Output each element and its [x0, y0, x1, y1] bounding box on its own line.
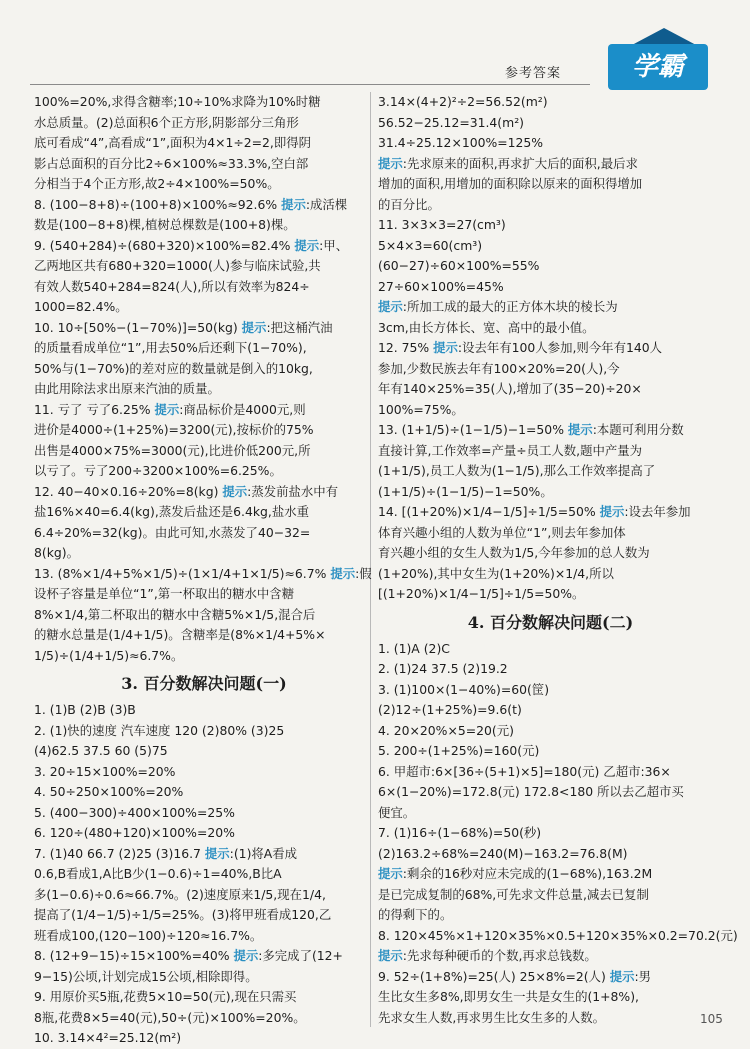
answer-line: 12. 75% 提示:设去年有100人参加,则今年有140人	[378, 340, 663, 355]
answer-line: 6. 甲超市:6×[36÷(5+1)×5]=180(元) 乙超市:36×	[378, 763, 671, 779]
right-column	[378, 92, 738, 1028]
answer-line: 的百分比。	[378, 196, 440, 212]
answer-line: 10. 10÷[50%−(1−70%)]=50(kg) 提示:把这桶汽油	[34, 319, 333, 335]
answer-line: 提示:先求原来的面积,再求扩大后的面积,最后求	[378, 155, 638, 171]
answer-line: 乙两地区共有680+320=1000(人)参与临床试验,共	[34, 258, 321, 273]
answer-line: (4)62.5 37.5 60 (5)75	[34, 743, 168, 758]
answer-line: 直接计算,工作效率=产量÷员工人数,题中产量为	[378, 442, 643, 458]
answer-line: 6.4÷20%=32(kg)。由此可知,水蒸发了40−32=	[34, 524, 311, 540]
hint-label: 提示	[433, 340, 458, 355]
answer-line: 1. (1)B (2)B (3)B	[34, 702, 136, 717]
left-column	[34, 92, 374, 1049]
answer-line: 8. 120×45%×1+120×35%×0.5+120×35%×0.2=70.2(元)	[378, 927, 738, 943]
hint-label: 提示	[154, 401, 180, 417]
answer-line: 是已完成复制的68%,可先求文件总量,减去已复制	[378, 886, 649, 902]
answer-line: 5×4×3=60(cm³)	[378, 237, 483, 253]
header-rule	[30, 84, 590, 85]
answer-line: 5. (400−300)÷400×100%=25%	[34, 804, 235, 820]
left-section-answers	[34, 700, 374, 1049]
answer-line: 2. (1)快的速度 汽车速度 120 (2)80% (3)25	[34, 722, 285, 738]
answer-line: 31.4÷25.12×100%=125%	[378, 135, 544, 150]
answer-line: (2)12÷(1+25%)=9.6(t)	[378, 702, 522, 717]
hint-label: 提示	[609, 968, 635, 984]
graduation-cap-icon	[630, 18, 698, 46]
answer-line: 水总质量。(2)总面积6个正方形,阴影部分三角形	[34, 114, 299, 130]
answer-line: 56.52−25.12=31.4(m²)	[378, 114, 525, 130]
answer-line: 1. (1)A (2)C	[378, 640, 450, 656]
answer-line: 10. 3.14×4²=25.12(m²)	[34, 1030, 182, 1045]
hint-label: 提示	[378, 299, 403, 314]
answer-line: [(1+20%)×1/4−1/5]÷1/5=50%。	[378, 586, 585, 601]
answer-line: 2. (1)24 37.5 (2)19.2	[378, 661, 508, 676]
answer-line: 出售是4000×75%=3000(元),比进价低200元,所	[34, 442, 311, 458]
answer-line: (1+1/5),员工人数为(1−1/5),那么工作效率提高了	[378, 463, 656, 478]
hint-label: 提示	[281, 196, 306, 212]
answer-line: 生比女生多8%,即男女生一共是女生的(1+8%),	[378, 989, 639, 1004]
answer-line: 增加的面积,用增加的面积除以原来的面积得增加	[378, 176, 643, 191]
header-title: 参考答案	[505, 66, 562, 81]
answer-line: 提高了(1/4−1/5)÷1/5=25%。(3)将甲班看成120,乙	[34, 907, 332, 922]
answer-line: 1/5)÷(1/4+1/5)≈6.7%。	[34, 647, 184, 663]
answer-line: 参加,少数民族去年有100×20%=20(人),今	[378, 360, 620, 376]
answer-line: 7. (1)16÷(1−68%)=50(秒)	[378, 825, 542, 840]
answer-line: 6×(1−20%)=172.8(元) 172.8<180 所以去乙超市买	[378, 784, 684, 799]
answer-line: 13. (8%×1/4+5%×1/5)÷(1×1/4+1×1/5)≈6.7% 提示:假	[34, 565, 372, 581]
hint-label: 提示	[330, 565, 356, 581]
answer-line: 100%=20%,求得含糖率;10÷10%求降为10%时糖	[34, 94, 321, 109]
hint-label: 提示	[567, 422, 593, 437]
answer-line: 9. (540+284)÷(680+320)×100%=82.4% 提示:甲、	[34, 237, 349, 253]
hint-label: 提示	[241, 319, 267, 335]
page-header	[0, 0, 750, 92]
answer-line: 100%=75%。	[378, 401, 464, 417]
answer-line: 便宜。	[378, 804, 416, 820]
answer-line: 数是(100−8+8)棵,植树总棵数是(100+8)棵。	[34, 217, 296, 232]
hint-label: 提示	[233, 948, 259, 963]
answer-line: 0.6,B看成1,A比B少(1−0.6)÷1=40%,B比A	[34, 866, 282, 881]
answer-line: 多(1−0.6)÷0.6≈66.7%。(2)速度原来1/5,现在1/4,	[34, 886, 326, 902]
answer-line: 3. (1)100×(1−40%)=60(筐)	[378, 681, 550, 697]
answer-line: 3. 20÷15×100%=20%	[34, 763, 176, 779]
answer-line: 的质量看成单位“1”,用去50%后还剩下(1−70%),	[34, 340, 307, 355]
answer-line: 以亏了。亏了200÷3200×100%=6.25%。	[34, 463, 282, 478]
answer-line: 影占总面积的百分比2÷6×100%≈33.3%,空白部	[34, 155, 309, 171]
answer-line: 7. (1)40 66.7 (2)25 (3)16.7 提示:(1)将A看成	[34, 845, 298, 861]
section-title-3: 3. 百分数解决问题(一)	[121, 674, 287, 693]
answer-line: 底可看成“4”,高看成“1”,面积为4×1÷2=2,即得阴	[34, 135, 312, 150]
hint-label: 提示	[378, 155, 403, 171]
hint-label: 提示	[378, 948, 403, 963]
answer-line: (2)163.2÷68%=240(M)−163.2=76.8(M)	[378, 845, 628, 861]
answer-line: 3cm,由长方体长、宽、高中的最小值。	[378, 319, 595, 335]
answer-line: 27÷60×100%=45%	[378, 278, 504, 294]
right-section-answers	[378, 639, 738, 1029]
answer-line: 50%与(1−70%)的差对应的数量就是倒入的10kg,	[34, 360, 313, 376]
answer-line: 13. (1+1/5)÷(1−1/5)−1=50% 提示:本题可利用分数	[378, 422, 684, 437]
hint-label: 提示	[222, 483, 248, 499]
answer-line: 盐16%×40=6.4(kg),蒸发后盐还是6.4kg,盐水重	[34, 504, 310, 519]
right-answers	[378, 92, 723, 605]
answer-line: 6. 120÷(480+120)×100%=20%	[34, 825, 235, 840]
answer-line: (60−27)÷60×100%=55%	[378, 258, 540, 273]
answer-line: 提示:剩余的16秒对应未完成的(1−68%),163.2M	[378, 866, 653, 881]
answer-line: 有效人数540+284=824(人),所以有效率为824÷	[34, 278, 310, 294]
answer-line: (1+1/5)÷(1−1/5)−1=50%。	[378, 483, 553, 499]
answer-line: 3.14×(4+2)²÷2=56.52(m²)	[378, 94, 548, 109]
answer-line: 分相当于4个正方形,故2÷4×100%=50%。	[34, 176, 280, 191]
hint-label: 提示	[378, 866, 403, 881]
answer-line: 进价是4000÷(1+25%)=3200(元),按标价的75%	[34, 422, 314, 437]
answer-line: 11. 亏了 亏了6.25% 提示:商品标价是4000元,则	[34, 401, 306, 417]
answer-line: 班看成100,(120−100)÷120≈16.7%。	[34, 927, 263, 943]
page-number: 105	[700, 1012, 723, 1026]
answer-line: 的糖水总量是(1/4+1/5)。含糖率是(8%×1/4+5%×	[34, 627, 326, 642]
answer-line: 14. [(1+20%)×1/4−1/5]÷1/5=50% 提示:设去年参加	[378, 504, 691, 519]
answer-line: 8(kg)。	[34, 545, 79, 560]
answer-line: 年有140×25%=35(人),增加了(35−20)÷20×	[378, 381, 642, 396]
answer-line: 先求女生人数,再求男生比女生多的人数。	[378, 1009, 605, 1025]
answer-line: 9−15)公顷,计划完成15公顷,相除即得。	[34, 968, 258, 984]
left-answers	[34, 92, 374, 666]
answer-line: 9. 52÷(1+8%)=25(人) 25×8%=2(人) 提示:男	[378, 968, 652, 984]
answer-line: 由此用除法求出原来汽油的质量。	[34, 381, 220, 396]
answer-line: 提示:所加工成的最大的正方体木块的棱长为	[378, 299, 618, 314]
answer-line: 4. 50÷250×100%=20%	[34, 784, 184, 799]
answer-line: 8%×1/4,第二杯取出的糖水中含糖5%×1/5,混合后	[34, 606, 316, 622]
answer-line: 育兴趣小组的女生人数为1/5,今年参加的总人数为	[378, 545, 650, 560]
answer-line: 4. 20×20%×5=20(元)	[378, 722, 514, 738]
answer-line: 9. 用原价买5瓶,花费5×10=50(元),现在只需买	[34, 989, 297, 1004]
answer-line: 11. 3×3×3=27(cm³)	[378, 217, 506, 232]
answer-line: 8. (12+9−15)÷15×100%=40% 提示:多完成了(12+	[34, 948, 343, 963]
answer-line: 8. (100−8+8)÷(100+8)×100%≈92.6% 提示:成活棵	[34, 196, 348, 212]
hint-label: 提示	[204, 845, 230, 861]
answer-line: 5. 200÷(1+25%)=160(元)	[378, 743, 540, 758]
answer-line: 提示:先求每种硬币的个数,再求总钱数。	[378, 948, 597, 963]
answer-line: 设杯子容量是单位“1”,第一杯取出的糖水中含糖	[34, 586, 295, 601]
section-title-4: 4. 百分数解决问题(二)	[467, 612, 634, 632]
answer-line: 体育兴趣小组的人数为单位“1”,则去年参加体	[378, 524, 626, 540]
answer-line: 的得剩下的。	[378, 907, 453, 922]
answer-line: 1000=82.4%。	[34, 299, 128, 314]
hint-label: 提示	[294, 237, 320, 253]
answer-line: 8瓶,花费8×5=40(元),50÷(元)×100%=20%。	[34, 1009, 306, 1025]
xueba-logo: 学霸	[608, 44, 708, 90]
answer-line: (1+20%),其中女生为(1+20%)×1/4,所以	[378, 565, 614, 581]
hint-label: 提示	[599, 504, 625, 519]
answer-line: 12. 40−40×0.16÷20%=8(kg) 提示:蒸发前盐水中有	[34, 483, 339, 499]
